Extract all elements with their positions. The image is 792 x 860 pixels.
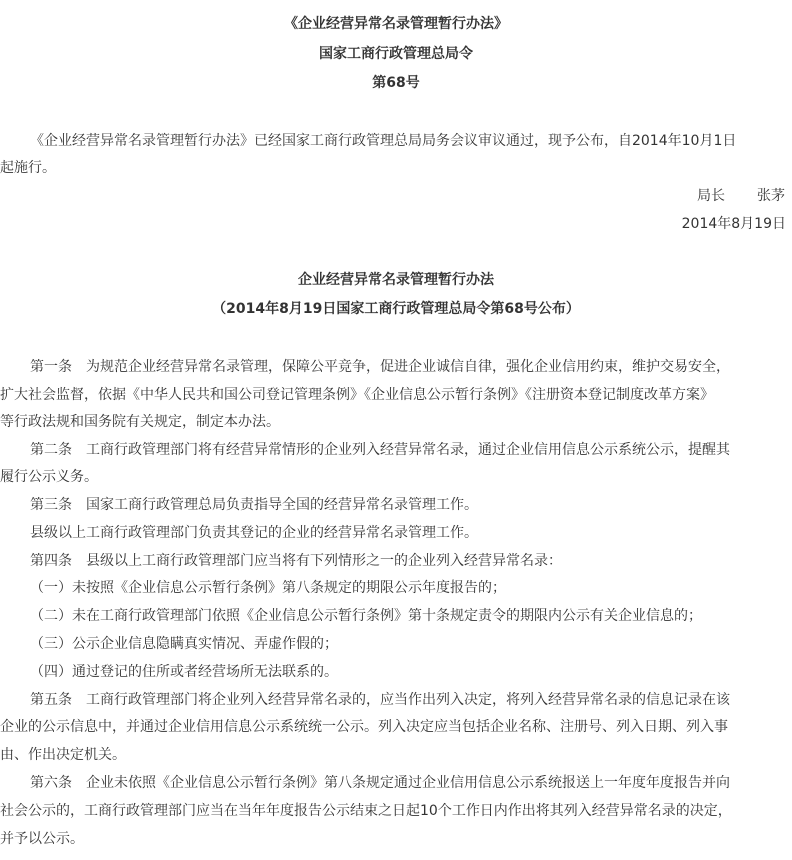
article-2-line-1: 第二条 工商行政管理部门将有经营异常情形的企业列入经营异常名录，通过企业信用信息公示系统公示，提醒其 (30, 442, 730, 458)
announcement-line-2: 起施行。 (0, 160, 56, 176)
article-4-line-1: 第四条 县级以上工商行政管理部门应当将有下列情形之一的企业列入经营异常名录： (30, 553, 562, 569)
signer-name: 张茅 (757, 188, 785, 204)
article-5-line-1: 第五条 工商行政管理部门将企业列入经营异常名录的，应当作出列入决定，将列入经营异常名录的信息记录在该 (30, 692, 730, 708)
measure-subtitle: （2014年8月19日国家工商行政管理总局令第68号公布） (212, 301, 580, 317)
article-1-line-1: 第一条 为规范企业经营异常名录管理，保障公平竞争，促进企业诚信自律，强化企业信用约束，维护交易安全， (30, 359, 730, 375)
article-4-item-4: （四）通过登记的住所或者经营场所无法联系的。 (30, 664, 338, 680)
article-4-item-3: （三）公示企业信息隐瞒真实情况、弄虚作假的； (30, 636, 338, 652)
header-issuer: 国家工商行政管理总局令 (319, 46, 473, 62)
header-order-number: 第68号 (372, 75, 420, 91)
measure-title: 企业经营异常名录管理暂行办法 (298, 272, 494, 288)
announcement-date: 2014年8月19日 (681, 216, 786, 232)
header-title: 《企业经营异常名录管理暂行办法》 (284, 16, 508, 32)
article-6-line-1: 第六条 企业未依照《企业信息公示暂行条例》第八条规定通过企业信用信息公示系统报送上一年度年度报告并向 (30, 775, 730, 791)
article-5-line-3: 由、作出决定机关。 (0, 747, 126, 763)
article-4-item-1: （一）未按照《企业信息公示暂行条例》第八条规定的期限公示年度报告的； (30, 580, 506, 596)
article-6-line-2: 社会公示的，工商行政管理部门应当在当年年度报告公示结束之日起10个工作日内作出将其列入经营异常名录的决定， (0, 803, 732, 819)
article-6-line-3: 并予以公示。 (0, 831, 84, 847)
signer-title: 局长 (697, 188, 725, 204)
article-5-line-2: 企业的公示信息中，并通过企业信用信息公示系统统一公示。列入决定应当包括企业名称、注册号、列入日期、列入事 (0, 719, 728, 735)
article-1-line-3: 等行政法规和国务院有关规定，制定本办法。 (0, 414, 280, 430)
article-2-line-2: 履行公示义务。 (0, 469, 98, 485)
article-3-line-2: 县级以上工商行政管理部门负责其登记的企业的经营异常名录管理工作。 (30, 525, 478, 541)
announcement-line-1: 《企业经营异常名录管理暂行办法》已经国家工商行政管理总局局务会议审议通过，现予公布，自2014年10月1日 (30, 133, 737, 149)
signature-row (0, 186, 792, 206)
article-1-line-2: 扩大社会监督，依据《中华人民共和国公司登记管理条例》《企业信息公示暂行条例》《注册资本登记制度改革方案》 (0, 387, 714, 403)
article-3-line-1: 第三条 国家工商行政管理总局负责指导全国的经营异常名录管理工作。 (30, 497, 478, 513)
article-4-item-2: （二）未在工商行政管理部门依照《企业信息公示暂行条例》第十条规定责令的期限内公示有关企业信息的； (30, 608, 702, 624)
